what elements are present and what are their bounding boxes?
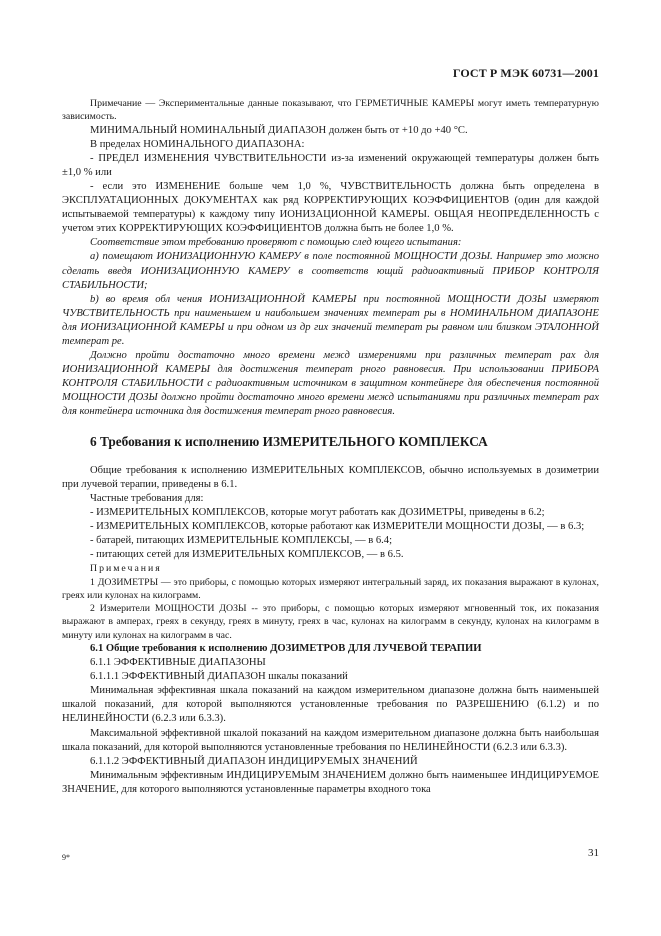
compliance-paragraph: Соответствие этом требованию проверяют с помощью след ющего испытания: — [90, 237, 462, 249]
paragraph: Максимальной эффективной шкалой показаний на каждом измерительном диапазоне должна быть наибольшая шкала показаний, для которой выполняются установленные требования по НЕЛИНЕЙНОСТИ (6.2.3 или 6.3.3). — [62, 727, 599, 753]
paragraph: Общие требования к исполнению ИЗМЕРИТЕЛЬНЫХ КОМПЛЕКСОВ, обычно используемых в дозиметрии при лучевой терапии, приведены в 6.1. — [62, 464, 599, 490]
list-item: - ИЗМЕРИТЕЛЬНЫХ КОМПЛЕКСОВ, которые могут работать как ДОЗИМЕТРЫ, приведены в 6.2; — [90, 506, 545, 518]
list-item: - ИЗМЕРИТЕЛЬНЫХ КОМПЛЕКСОВ, которые работают как ИЗМЕРИТЕЛИ МОЩНОСТИ ДОЗЫ, — в 6.3; — [90, 520, 585, 532]
paragraph: - ПРЕДЕЛ ИЗМЕНЕНИЯ ЧУВСТВИТЕЛЬНОСТИ из-за изменений окружающей температуры должен быть ±1,0 % или — [62, 152, 599, 178]
standard-header: ГОСТ Р МЭК 60731—2001 — [452, 66, 599, 80]
subsection-heading: 6.1.1.1 ЭФФЕКТИВНЫЙ ДИАПАЗОН шкалы показаний — [90, 671, 348, 683]
paragraph: В пределах НОМИНАЛЬНОГО ДИАПАЗОНА: — [90, 138, 305, 150]
paragraph: Частные требования для: — [90, 492, 204, 504]
list-item: - питающих сетей для ИЗМЕРИТЕЛЬНЫХ КОМПЛЕКСОВ, — в 6.5. — [90, 549, 404, 561]
note-paragraph: Примечание — Экспериментальные данные показывают, что ГЕРМЕТИЧНЫЕ КАМЕРЫ могут иметь температурную зависимость. — [62, 98, 599, 123]
section-heading: 6 Требования к исполнению ИЗМЕРИТЕЛЬНОГО КОМПЛЕКСА — [90, 433, 488, 449]
subsection-heading: 6.1.1.2 ЭФФЕКТИВНЫЙ ДИАПАЗОН ИНДИЦИРУЕМЫХ ЗНАЧЕНИЙ — [90, 755, 418, 767]
paragraph: МИНИМАЛЬНЫЙ НОМИНАЛЬНЫЙ ДИАПАЗОН должен быть от +10 до +40 °С. — [90, 124, 468, 136]
sheet-mark: 9* — [62, 853, 70, 862]
body-text — [62, 97, 599, 797]
subsection-heading: 6.1.1 ЭФФЕКТИВНЫЕ ДИАПАЗОНЫ — [90, 657, 266, 669]
subsection-heading: 6.1 Общие требования к исполнению ДОЗИМЕТРОВ ДЛЯ ЛУЧЕВОЙ ТЕРАПИИ — [90, 643, 482, 654]
page-number: 31 — [588, 847, 599, 859]
paragraph: - если это ИЗМЕНЕНИЕ больше чем 1,0 %, ЧУВСТВИТЕЛЬНОСТЬ должна быть определена в ЭКСПЛУАТАЦИОННЫХ ДОКУМЕНТАХ как ряд КОРРЕКТИРУЮЩИХ КОЭФФИЦИЕНТОВ (один для каждой испытываемой температуры) к каждому типу ИОНИЗАЦИОННОЙ КАМЕРЫ. ОБЩАЯ НЕОПРЕДЕЛЕННОСТЬ с учетом этих КОРРЕКТИРУЮЩИХ КОЭФФИЦИЕНТОВ должна быть не более 1,0 %. — [62, 180, 599, 235]
note-item: 1 ДОЗИМЕТРЫ — это приборы, с помощью которых измеряют интегральный заряд, их показания выражают в кулонах, греях или кулонах на килограмм. — [62, 576, 599, 601]
test-step-b: b) во время обл чения ИОНИЗАЦИОННОЙ КАМЕРЫ при постоянной МОЩНОСТИ ДОЗЫ измеряют ЧУВСТВИТЕЛЬНОСТЬ при наименьшем и наибольшем значениях температ ры в НОМИНАЛЬНОМ ДИАПАЗОНЕ для ИОНИЗАЦИОННОЙ КАМЕРЫ и при одном из др гих значений температ ры равном или близком ЭТАЛОННОЙ температ ре. — [62, 293, 599, 347]
paragraph: Минимальная эффективная шкала показаний на каждом измерительном диапазоне должна быть наименьшей шкалой показаний, для которой выполняются установленные требования по РАЗРЕШЕНИЮ (6.1.2) и по НЕЛИНЕЙНОСТИ (6.2.3 или 6.3.3). — [62, 685, 599, 725]
paragraph: Минимальным эффективным ИНДИЦИРУЕМЫМ ЗНАЧЕНИЕМ должно быть наименьшее ИНДИЦИРУЕМОЕ ЗНАЧЕНИЕ, для которого выполняются установленные параметры входного тока — [62, 769, 599, 795]
test-paragraph: Должно пройти достаточно много времени межд измерениями при различных температ рах для ИОНИЗАЦИОННОЙ КАМЕРЫ для достижения температ рного равновесия. При использовании ПРИБОРА КОНТРОЛЯ СТАБИЛЬНОСТИ с радиоактивным источником в защитном контейнере для обеспечения постоянной МОЩНОСТИ ДОЗЫ должно пройти достаточно много времени межд испытаниями при различных температ рах для контейнера источника для достижения температ рного равновесия. — [62, 350, 599, 418]
list-item: - батарей, питающих ИЗМЕРИТЕЛЬНЫЕ КОМПЛЕКСЫ, — в 6.4; — [90, 535, 393, 547]
note-item: 2 Измерители МОЩНОСТИ ДОЗЫ -- это приборы, с помощью которых измеряют мгновенный ток, их показания выражают в амперах, греях в секунду, греях в минуту, греях в час, кулонах на килограмм в секунду, кулонах на килограмм в минуту или кулонах на килограмм в час. — [62, 603, 599, 641]
notes-title: Примечания — [90, 563, 162, 575]
test-step-a: а) помещают ИОНИЗАЦИОННУЮ КАМЕРУ в поле постоянной МОЩНОСТИ ДОЗЫ. Например это можно сделать введя ИОНИЗАЦИОННУЮ КАМЕРУ в соответств ющий радиоактивный ПРИБОР КОНТРОЛЯ СТАБИЛЬНОСТИ; — [62, 251, 599, 291]
